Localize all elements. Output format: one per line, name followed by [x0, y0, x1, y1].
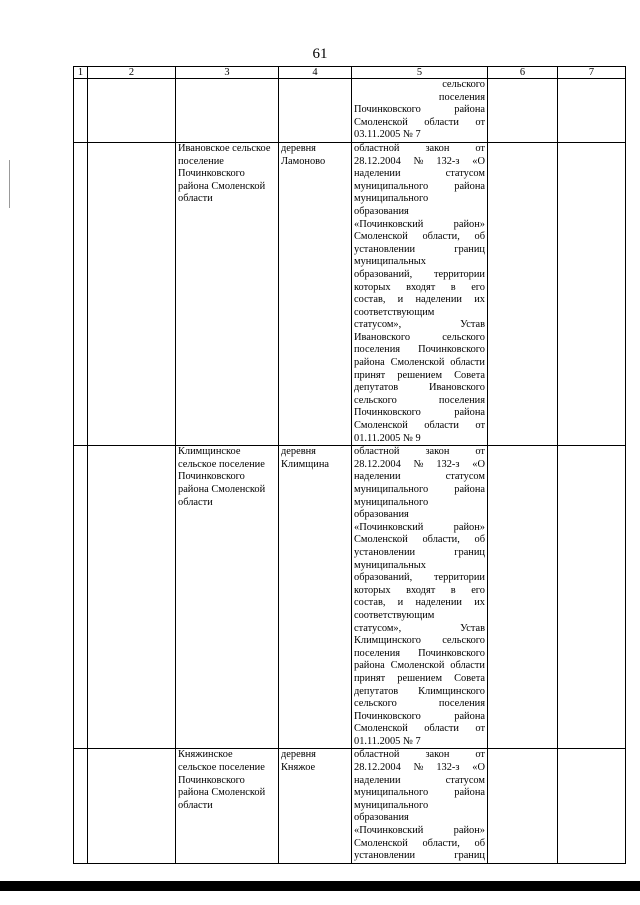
legal-basis-line: которых входят в его [354, 584, 485, 596]
column-header-1: 1 [74, 67, 88, 79]
settlement-name-line: Климщинское [178, 446, 241, 458]
column-header-7: 7 [558, 67, 626, 79]
cell-col-7 [558, 749, 626, 863]
margin-mark [9, 160, 10, 208]
legal-basis-cell [352, 142, 488, 445]
legal-basis-line: муниципального района [354, 180, 485, 192]
legal-basis-line: муниципальных [354, 559, 426, 571]
table-row [74, 142, 626, 445]
legal-basis-line: Смоленской области от [354, 116, 485, 128]
legal-basis-line: муниципальных [354, 256, 426, 268]
settlement-name-line: Княжинское [178, 749, 233, 761]
legal-basis-line: областной закон от [354, 142, 485, 154]
legal-basis-line: статусом», Устав [354, 622, 485, 634]
cell-col-7 [558, 446, 626, 749]
column-header-5: 5 [352, 67, 488, 79]
legal-basis-line: образования [354, 812, 409, 824]
legal-basis-line: поселения [438, 91, 485, 103]
legal-basis-line: муниципального района [354, 484, 485, 495]
settlement-name-line: района Смоленской [178, 787, 266, 799]
column-header-6: 6 [488, 67, 558, 79]
column-header-4: 4 [279, 67, 352, 79]
legal-basis-line: установлении границ [354, 546, 485, 558]
cell-col-2 [88, 142, 176, 445]
settlement-name-cell [176, 749, 279, 863]
legal-basis-line: депутатов Климщинского [354, 685, 485, 697]
legal-basis-line: Починковского района [354, 710, 485, 722]
settlement-name-line: района Смоленской [178, 180, 266, 192]
legal-basis-line: принят решением Совета [354, 369, 485, 381]
cell-col-6 [488, 446, 558, 749]
legal-basis-line: 28.12.2004 № 132-з «О [354, 762, 485, 774]
settlement-name-cell [176, 446, 279, 749]
legal-basis-line: 28.12.2004 № 132-з «О [354, 155, 485, 167]
legal-basis-line: муниципального [354, 799, 429, 811]
cell-col-6 [488, 142, 558, 445]
legal-basis-cell [352, 749, 488, 863]
legal-basis-line: поселения Починковского [354, 647, 485, 659]
table-row [74, 446, 626, 749]
settlement-name-line: сельское поселение [178, 458, 265, 470]
center-name-cell [279, 142, 352, 445]
cell-col-6 [488, 749, 558, 863]
table-row [74, 79, 626, 143]
legal-basis-line: Починковского района [354, 104, 485, 116]
settlement-name-cell [176, 142, 279, 445]
settlement-name-line: Ивановское сельское [178, 142, 271, 154]
legal-basis-line: Ивановского сельского [354, 331, 485, 343]
legal-basis-line: района Смоленской области [354, 357, 485, 369]
legal-basis-line: поселения Починковского [354, 344, 485, 356]
legal-basis-line: Починковского района [354, 407, 485, 419]
legal-basis-line: наделении статусом [354, 774, 485, 786]
legal-basis-line: Смоленской области, об [354, 534, 485, 546]
settlements-table [73, 66, 626, 864]
legal-basis-line: депутатов Ивановского [354, 382, 485, 394]
legal-basis-line: состав, и наделении их [354, 294, 485, 306]
legal-basis-line: Климщинского сельского [354, 635, 485, 647]
legal-basis-line: муниципального [354, 496, 429, 508]
legal-basis-line: сельского [442, 79, 485, 90]
page-number: 61 [312, 46, 328, 62]
legal-basis-line: областной закон от [354, 749, 485, 761]
settlement-name-line: района Смоленской [178, 484, 266, 495]
legal-basis-cell [352, 446, 488, 749]
legal-basis-line: соответствующим [354, 306, 435, 318]
settlement-name-line: поселение [178, 155, 224, 167]
cell-col-1 [74, 749, 88, 863]
settlement-name-cell [176, 79, 279, 143]
cell-col-2 [88, 446, 176, 749]
legal-basis-line: образования [354, 205, 409, 217]
table-row [74, 749, 626, 863]
legal-basis-line: наделении статусом [354, 471, 485, 483]
legal-basis-line: Смоленской области, об [354, 837, 485, 849]
cell-col-1 [74, 142, 88, 445]
legal-basis-line: муниципального [354, 193, 429, 205]
legal-basis-line: района Смоленской области [354, 660, 485, 672]
center-name-line: деревня [281, 446, 316, 458]
settlement-name-line: сельское поселение [178, 762, 265, 774]
legal-basis-line: «Починковский район» [354, 825, 485, 837]
legal-basis-line: соответствующим [354, 609, 435, 621]
settlement-name-line: области [178, 496, 213, 508]
column-header-row [74, 67, 626, 79]
settlement-name-line: Починковского [178, 774, 245, 786]
center-name-cell [279, 79, 352, 143]
cell-col-2 [88, 79, 176, 143]
center-name-line: Климщина [281, 458, 329, 470]
settlement-name-line: Починковского [178, 471, 245, 483]
center-name-line: Ламоново [281, 155, 326, 167]
settlement-name-line: Починковского [178, 168, 245, 180]
legal-basis-line: установлении границ [354, 243, 485, 255]
settlement-name-line: области [178, 799, 213, 811]
legal-basis-line: установлении границ [354, 850, 485, 862]
center-name-cell [279, 446, 352, 749]
legal-basis-line: «Починковский район» [354, 218, 485, 230]
center-name-line: Княжое [281, 762, 316, 774]
legal-basis-line: Смоленской области, об [354, 231, 485, 243]
legal-basis-line: наделении статусом [354, 168, 485, 180]
legal-basis-line: состав, и наделении их [354, 597, 485, 609]
legal-basis-line: Смоленской области от [354, 723, 485, 735]
cell-col-1 [74, 79, 88, 143]
legal-basis-line: 01.11.2005 № 7 [354, 735, 421, 747]
scan-bottom-bar [0, 881, 640, 891]
cell-col-2 [88, 749, 176, 863]
legal-basis-line: 28.12.2004 № 132-з «О [354, 458, 485, 470]
column-header-2: 2 [88, 67, 176, 79]
legal-basis-line: 03.11.2005 № 7 [354, 129, 421, 141]
center-name-line: деревня [281, 142, 316, 154]
cell-col-6 [488, 79, 558, 143]
legal-basis-line: областной закон от [354, 446, 485, 458]
legal-basis-line: сельского поселения [354, 698, 485, 710]
settlement-name-line: области [178, 193, 213, 205]
legal-basis-line: Смоленской области от [354, 420, 485, 432]
cell-col-1 [74, 446, 88, 749]
legal-basis-line: «Починковский район» [354, 521, 485, 533]
legal-basis-line: 01.11.2005 № 9 [354, 432, 421, 444]
cell-col-7 [558, 142, 626, 445]
center-name-line: деревня [281, 749, 316, 761]
legal-basis-line: образований, территории [354, 268, 485, 280]
legal-basis-line: которых входят в его [354, 281, 485, 293]
legal-basis-line: сельского поселения [354, 394, 485, 406]
column-header-3: 3 [176, 67, 279, 79]
center-name-cell [279, 749, 352, 863]
legal-basis-line: статусом», Устав [354, 319, 485, 331]
legal-basis-line: образований, территории [354, 572, 485, 584]
cell-col-7 [558, 79, 626, 143]
legal-basis-cell [352, 79, 488, 143]
legal-basis-line: образования [354, 509, 409, 521]
legal-basis-line: принят решением Совета [354, 672, 485, 684]
legal-basis-line: муниципального района [354, 787, 485, 799]
